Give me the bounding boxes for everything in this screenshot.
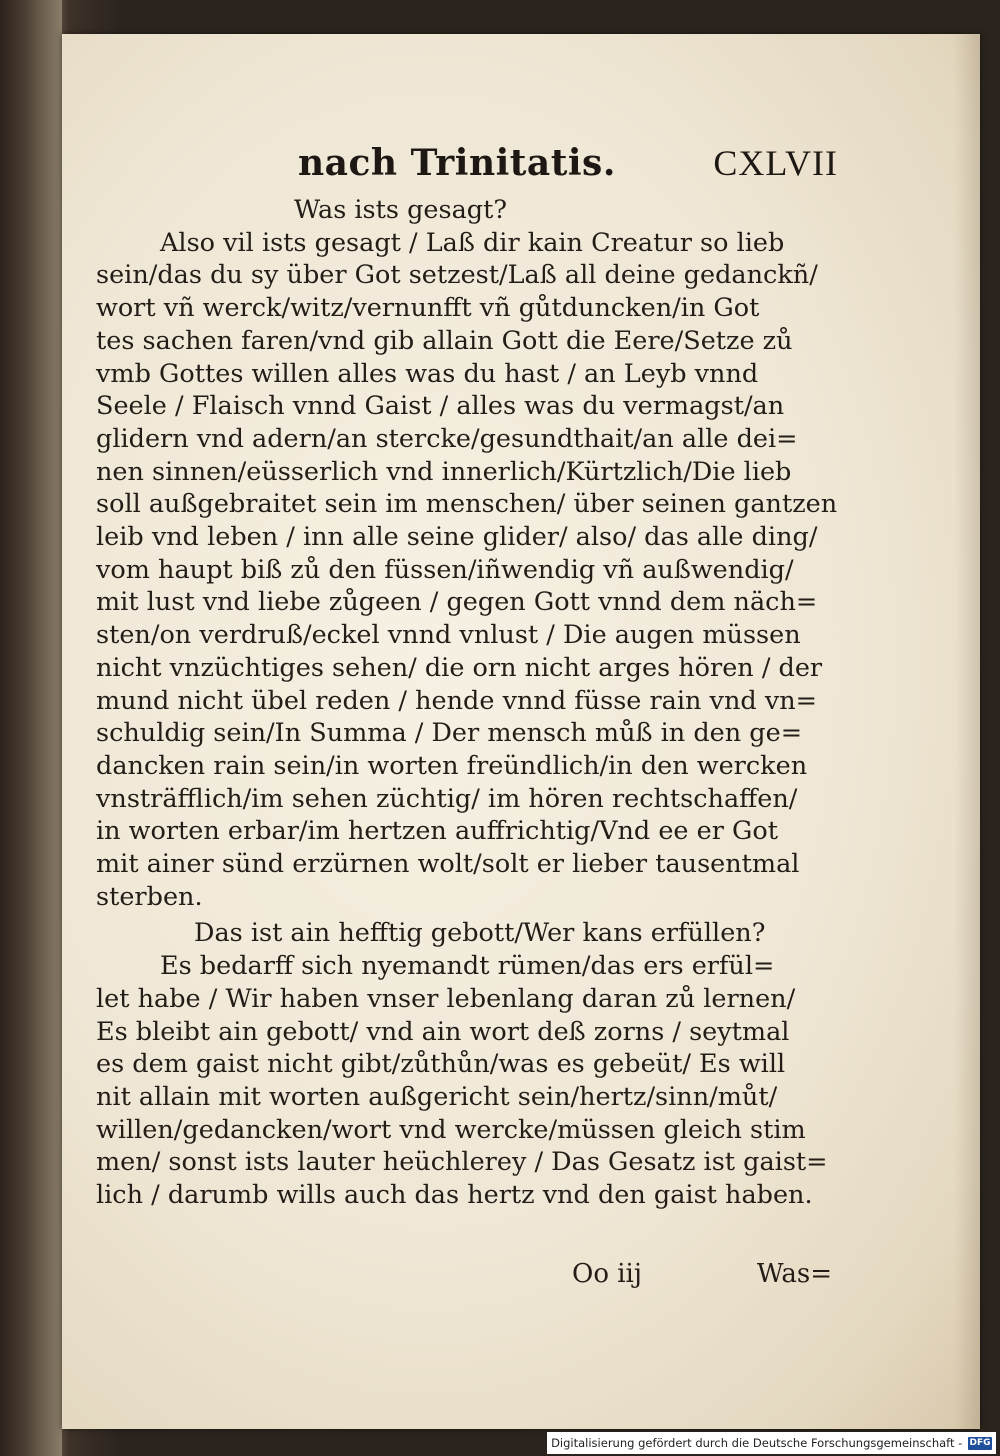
text-line: leib vnd leben / inn alle seine glider/ also/ das alle ding/ [96,522,818,553]
footer-text: Digitalisierung gefördert durch die Deutsche Forschungsgemeinschaft - [551,1436,963,1450]
text-line: men/ sonst ists lauter heüchlerey / Das Gesatz ist gaist= [96,1147,828,1178]
text-line: Seele / Flaisch vnnd Gaist / alles was du vermagst/an [96,391,785,422]
text-line: Also vil ists gesagt / Laß dir kain Creatur so lieb [160,227,785,258]
text-line: in worten erbar/im hertzen auffrichtig/Vnd ee er Got [96,816,778,847]
text-line: glidern vnd adern/an stercke/gesundthait/an alle dei= [96,423,798,454]
catchwords-row [572,1259,832,1293]
text-line: sten/on verdruß/eckel vnnd vnlust / Die augen müssen [96,620,801,651]
text-line: dancken rain sein/in worten freündlich/in den wercken [96,750,808,781]
text-line: Es bedarff sich nyemandt rümen/das ers erfül= [160,951,775,982]
folio-number: CXLVII [713,143,838,183]
digitization-footer [547,1432,996,1454]
text-line: nicht vnzüchtiges sehen/ die orn nicht arges hören / der [96,652,823,683]
text-line: wort vñ werck/witz/vernunfft vñ gůtduncken/in Got [96,293,760,324]
text-line: nen sinnen/eüsserlich vnd innerlich/Kürtzlich/Die lieb [96,456,792,487]
dfg-logo-icon: DFG [969,1438,991,1448]
text-line: mit lust vnd liebe zůgeen / gegen Gott vnnd dem näch= [96,587,818,618]
text-line: mit ainer sünd erzürnen wolt/solt er lieber tausentmal [96,849,800,880]
question-heading: Das ist ain hefftig gebott/Wer kans erfüllen? [194,918,766,949]
running-head: nach Trinitatis. [298,142,616,184]
text-line: let habe / Wir haben vnser lebenlang daran zů lernen/ [96,983,796,1014]
text-line: schuldig sein/In Summa / Der mensch můß in den ge= [96,718,803,749]
book-page [62,34,980,1429]
text-line: es dem gaist nicht gibt/zůthůn/was es gebeüt/ Es will [96,1049,786,1080]
text-line: lich / darumb wills auch das hertz vnd den gaist haben. [96,1180,813,1211]
text-line: vmb Gottes willen alles was du hast / an Leyb vnnd [96,358,759,389]
text-line: sein/das du sy über Got setzest/Laß all deine gedanckñ/ [96,260,818,291]
signature-mark: Oo iij [572,1259,642,1289]
text-line: nit allain mit worten außgericht sein/hertz/sinn/můt/ [96,1081,778,1112]
catchword: Was= [756,1259,832,1289]
text-line: vnsträfflich/im sehen züchtig/ im hören rechtschaffen/ [96,783,798,814]
text-line: vom haupt biß zů den füssen/iñwendig vñ außwendig/ [96,554,794,585]
page-header [298,142,838,194]
text-line: soll außgebraitet sein im menschen/ über seinen gantzen [96,489,838,520]
body-text [96,194,836,1212]
text-line: mund nicht übel reden / hende vnnd füsse rain vnd vn= [96,685,818,716]
question-heading: Was ists gesagt? [294,195,508,225]
text-line: Es bleibt ain gebott/ vnd ain wort deß zorns / seytmal [96,1016,790,1047]
book-spine [0,0,62,1456]
text-line: sterben. [96,881,203,912]
text-line: willen/gedancken/wort vnd wercke/müssen gleich stim [96,1114,806,1145]
text-line: tes sachen faren/vnd gib allain Gott die Eere/Setze zů [96,325,793,356]
